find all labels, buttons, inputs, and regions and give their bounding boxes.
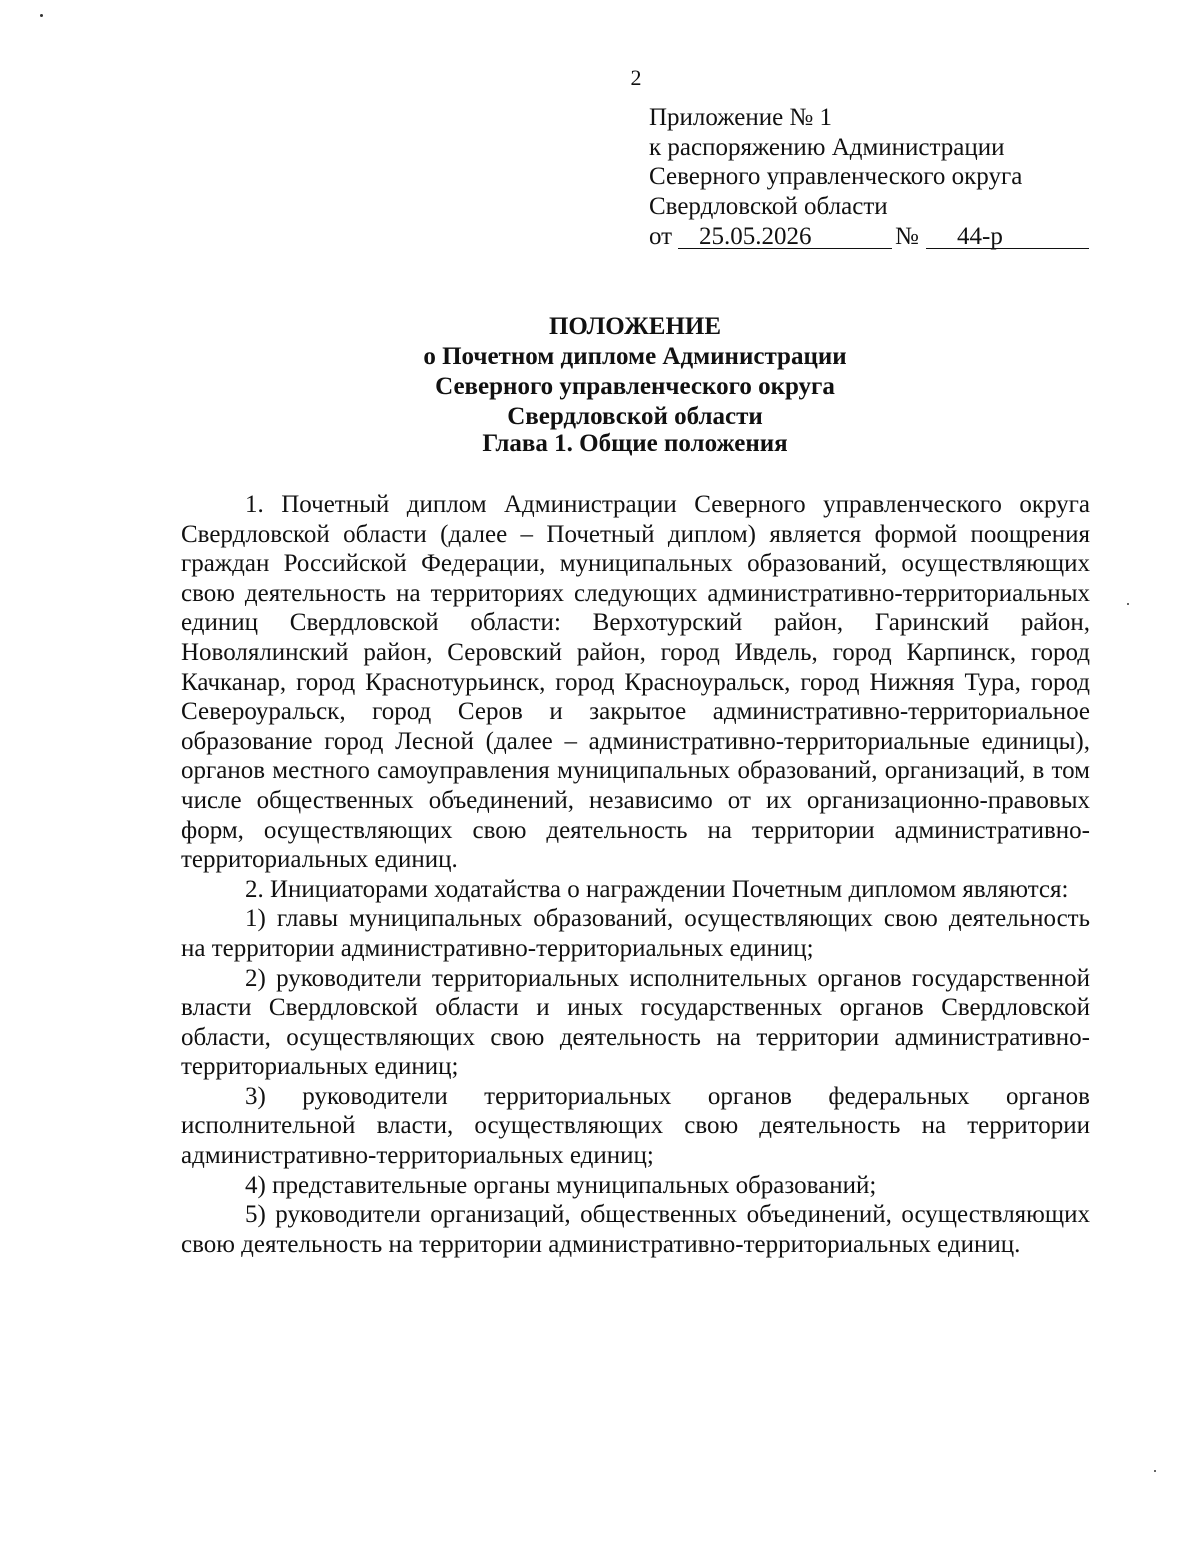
appendix-line: Свердловской области (649, 193, 888, 221)
list-item-5: 5) руководители организаций, общественных объединений, осуществляющих свою деятельность на территории административно-территориальных единиц. (181, 1201, 1090, 1258)
appendix-header (649, 103, 1109, 252)
from-label: от (649, 222, 673, 250)
number-label: № (895, 222, 919, 250)
order-number-underline (926, 222, 1089, 249)
scan-speck (1154, 1470, 1156, 1472)
order-date-underline (678, 222, 892, 249)
order-date: 25.05.2026 (699, 222, 812, 250)
list-item-1: 1) главы муниципальных образований, осуществляющих свою деятельность на территории административно-территориальных единиц; (181, 905, 1090, 962)
order-date-number-line (649, 222, 1109, 252)
list-item-3: 3) руководители территориальных органов федеральных органов исполнительной власти, осуществляющих свою деятельность на территории административно-территориальных единиц; (181, 1082, 1090, 1170)
list-item-2: 2) руководители территориальных исполнительных органов государственной власти Свердловской области и иных государственных органов Свердловской области, осуществляющих свою деятельность на территории административно-территориальных единиц; (181, 964, 1090, 1081)
list-item-4: 4) представительные органы муниципальных образований; (245, 1171, 877, 1199)
chapter-heading: Глава 1. Общие положения (482, 430, 788, 457)
appendix-line: к распоряжению Администрации (649, 133, 1005, 161)
document-title: ПОЛОЖЕНИЕ (548, 313, 722, 340)
paragraph-1: 1. Почетный диплом Администрации Северного управленческого округа Свердловской области (далее – Почетный диплом) является формой поощрения граждан Российской Федерации, муниципальных образований, осуществляющих свою деятельность на территориях следующих административно-территориальных единиц Свердловской области: Верхотурский район, Гаринский район, Новолялинский район, Серовский район, город Ивдель, город Карпинск, город Качканар, город Краснотурьинск, город Красноуральск, город Нижняя Тура, город Североуральск, город Серов и закрытое административно-территориальное образование город Лесной (далее – административно-территориальные единицы), органов местного самоуправления муниципальных образований, организаций, в том числе общественных объединений, независимо от их организационно-правовых форм, осуществляющих свою деятельность на территории административно-территориальных единиц. (181, 491, 1090, 874)
appendix-line: Приложение № 1 (649, 104, 833, 131)
document-body (181, 490, 1090, 1259)
scan-speck (40, 14, 43, 17)
page-number: 2 (630, 65, 642, 90)
appendix-line: Северного управленческого округа (649, 163, 1023, 191)
scan-speck (1127, 603, 1129, 605)
paragraph-2: 2. Инициаторами ходатайства о награждении Почетным дипломом являются: (245, 875, 1069, 903)
order-number: 44-р (957, 222, 1003, 250)
document-subtitle: о Почетном дипломе Администрации Северного управленческого округа Свердловской области (423, 343, 847, 430)
